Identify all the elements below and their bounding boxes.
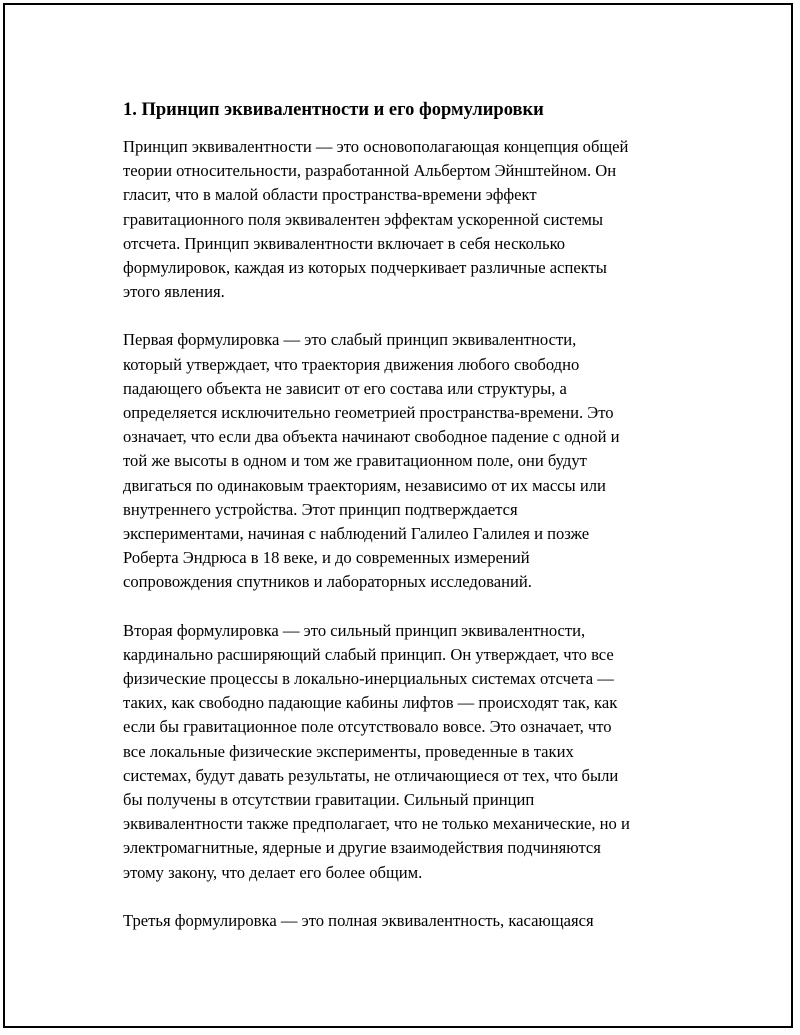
- text-line: падающего объекта не зависит от его состава или структуры, а: [123, 378, 567, 398]
- text-line: Третья формулировка — это полная эквивалентность, касающаяся: [123, 910, 594, 930]
- text-line: внутреннего устройства. Этот принцип подтверждается: [123, 499, 518, 519]
- text-line: системах, будут давать результаты, не отличающиеся от тех, что были: [123, 765, 619, 785]
- text-line: означает, что если два объекта начинают свободное падение с одной и: [123, 427, 620, 447]
- text-line: сопровождения спутников и лабораторных исследований.: [123, 572, 532, 592]
- text-line: этому закону, что делает его более общим.: [123, 862, 423, 882]
- paragraph-intro: [123, 135, 693, 304]
- text-line: отсчета. Принцип эквивалентности включает в себя несколько: [123, 233, 566, 253]
- text-line: Роберта Эндрюса в 18 веке, и до современных измерений: [123, 548, 530, 568]
- text-line: таких, как свободно падающие кабины лифтов — происходят так, как: [123, 693, 618, 713]
- paragraph-weak-principle: [123, 328, 693, 594]
- section-heading: 1. Принцип эквивалентности и его формулировки: [123, 100, 544, 120]
- text-line: гласит, что в малой области пространства-времени эффект: [123, 185, 537, 205]
- text-line: теории относительности, разработанной Альбертом Эйнштейном. Он: [123, 161, 617, 181]
- text-line: двигаться по одинаковым траекториям, независимо от их массы или: [123, 475, 606, 495]
- text-line: физические процессы в локально-инерциальных системах отсчета —: [123, 669, 614, 689]
- text-line: если бы гравитационное поле отсутствовало вовсе. Это означает, что: [123, 717, 612, 737]
- text-line: гравитационного поля эквивалентен эффектам ускоренной системы: [123, 209, 604, 229]
- text-line: формулировок, каждая из которых подчеркивает различные аспекты: [123, 258, 607, 278]
- text-line: той же высоты в одном и том же гравитационном поле, они будут: [123, 451, 587, 471]
- text-line: Вторая формулировка — это сильный принцип эквивалентности,: [123, 620, 586, 640]
- text-line: Первая формулировка — это слабый принцип эквивалентности,: [123, 330, 577, 350]
- paragraph-full-equivalence: [123, 909, 693, 933]
- text-line: кардинально расширяющий слабый принцип. Он утверждает, что все: [123, 644, 614, 664]
- paragraph-strong-principle: [123, 619, 693, 885]
- text-line: эквивалентности также предполагает, что не только механические, но и: [123, 814, 630, 834]
- document-body: [123, 97, 693, 957]
- text-line: который утверждает, что траектория движения любого свободно: [123, 354, 580, 374]
- text-line: бы получены в отсутствии гравитации. Сильный принцип: [123, 790, 535, 810]
- text-line: определяется исключительно геометрией пространства-времени. Это: [123, 403, 614, 423]
- page-frame: [3, 3, 793, 1028]
- text-line: все локальные физические эксперименты, проведенные в таких: [123, 741, 574, 761]
- text-line: электромагнитные, ядерные и другие взаимодействия подчиняются: [123, 838, 601, 858]
- text-line: этого явления.: [123, 282, 225, 302]
- text-line: Принцип эквивалентности — это основополагающая концепция общей: [123, 137, 629, 156]
- text-line: экспериментами, начиная с наблюдений Галилео Галилея и позже: [123, 524, 590, 544]
